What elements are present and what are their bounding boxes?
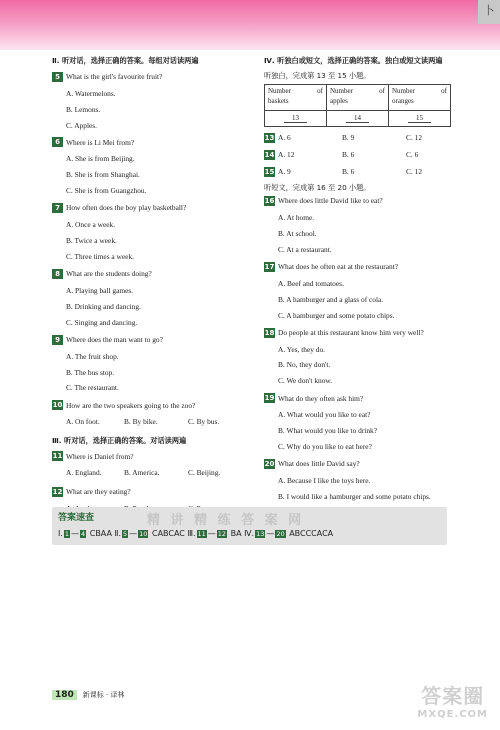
section-4-title: Ⅳ. 听独白或短文，选择正确的答案。独白或短文读两遍 (264, 56, 443, 65)
option-c[interactable]: C. Three times a week. (66, 251, 134, 261)
group-roman: Ⅲ. (187, 529, 196, 538)
range-start: 13 (256, 530, 265, 538)
question-number-badge: 6 (52, 137, 63, 147)
group-answers: CBAA (89, 529, 112, 538)
option-a[interactable]: A. Because I like the toys here. (278, 476, 371, 485)
option-a[interactable]: A. 9 (278, 167, 291, 177)
option-c[interactable]: C. At a restaurant. (278, 244, 332, 254)
group-roman: Ⅰ. (58, 529, 63, 538)
question-number-badge: 10 (52, 401, 63, 410)
answer-key-line: Ⅰ. 1 — 4 CBAA Ⅱ. 5 — 10 CABCAC Ⅲ. 11 — 12 BA Ⅳ. 13 — 20 ABCCCACA (58, 529, 334, 538)
blank-number: 13 (284, 114, 307, 123)
option-c[interactable]: C. She is from Guangzhou. (66, 186, 147, 196)
site-logo (417, 680, 488, 720)
header-word: oranges (392, 96, 414, 105)
option-a[interactable]: A. The fruit shop. (66, 351, 119, 361)
option-c[interactable]: C. We don't know. (278, 376, 333, 386)
instruction-note: 听短文，完成第 16 至 20 小题。 (264, 182, 371, 192)
option-b[interactable]: B. A hamburger and a glass of cola. (278, 294, 384, 304)
question-number-badge: 17 (264, 262, 275, 271)
answer-watermark: 精 讲 精 练 答 案 网 (147, 513, 305, 528)
question-number-badge: 13 (264, 133, 275, 142)
options-row (52, 469, 252, 476)
question-number-badge: 9 (52, 335, 63, 345)
option-b[interactable]: B. She is from Shanghai. (66, 170, 140, 180)
option-a[interactable]: A. 6 (278, 133, 291, 143)
range-end: 12 (217, 530, 227, 538)
header-word: Number (392, 86, 415, 95)
question-number-badge: 12 (52, 487, 63, 496)
option-c[interactable]: C. 12 (406, 133, 423, 143)
option-b[interactable]: B. What would you like to drink? (278, 426, 378, 436)
group-roman: Ⅳ. (244, 529, 255, 538)
question-8 (52, 269, 252, 279)
question-9 (52, 335, 252, 345)
answer-key-label: 答案速查 (58, 513, 95, 523)
group-roman: Ⅱ. (114, 529, 122, 538)
question-5 (52, 72, 252, 82)
question-text: What do they often ask him? (278, 393, 364, 403)
option-c[interactable]: C. 6 (406, 150, 419, 160)
range-end: 10 (139, 530, 148, 538)
question-number-badge: 8 (52, 269, 63, 279)
question-number-badge: 15 (264, 167, 275, 176)
table-blank-cell (265, 110, 327, 126)
question-text: Where is Daniel from? (66, 451, 134, 461)
blank-number: 14 (346, 114, 369, 123)
page-number: 180 (52, 690, 77, 700)
question-11 (52, 451, 252, 461)
option-a[interactable]: A. Once a week. (66, 220, 116, 230)
question-15 (264, 167, 464, 177)
header-word: Number (330, 86, 353, 95)
header-word: Number (268, 86, 291, 95)
option-c[interactable]: C. 12 (406, 167, 423, 177)
question-text: What does he often eat at the restaurant? (278, 262, 399, 272)
option-a[interactable]: A. Beef and tomatoes. (278, 278, 344, 288)
header-word: of (379, 86, 385, 95)
question-19 (264, 393, 464, 403)
fruit-table (264, 84, 451, 127)
table-header-cell (327, 84, 389, 110)
blank-number: 15 (408, 114, 431, 123)
option-b[interactable]: B. 6 (342, 167, 355, 177)
table-blank-cell (327, 110, 389, 126)
group-answers: ABCCCACA (289, 529, 334, 538)
option-b[interactable]: B. I would like a hamburger and some potato chips. (278, 491, 431, 501)
option-c[interactable]: C. A hamburger and some potato chips. (278, 310, 395, 320)
option-c[interactable]: C. Beijing. (188, 468, 221, 478)
option-b[interactable]: B. 9 (342, 133, 355, 143)
header-word: baskets (268, 96, 289, 105)
question-12 (52, 487, 252, 497)
question-7 (52, 203, 252, 213)
question-number-badge: 11 (52, 452, 63, 461)
option-b[interactable]: B. 6 (342, 150, 355, 160)
option-c[interactable]: C. Why do you like to eat here? (278, 442, 372, 452)
question-16 (264, 196, 464, 206)
table-header-cell (265, 84, 327, 110)
page-footer (52, 690, 124, 700)
option-a[interactable]: A. What would you like to eat? (278, 410, 371, 420)
book-edition: 新课标 · 译林 (82, 691, 125, 699)
question-number-badge: 19 (264, 394, 275, 403)
question-text: Where is Li Mei from? (66, 137, 135, 147)
left-column (52, 56, 252, 522)
question-text: What are the students doing? (66, 269, 152, 279)
option-b[interactable]: B. At school. (278, 229, 317, 239)
instruction-note: 听独白，完成第 13 至 15 小题。 (264, 70, 371, 80)
option-c[interactable]: C. By bus. (188, 417, 220, 427)
section-2-title: Ⅱ. 听对话，选择正确的答案。每组对话读两遍 (52, 56, 199, 65)
question-text: Where does the man want to go? (66, 334, 163, 344)
question-text: How are the two speakers going to the zoo? (66, 400, 196, 410)
question-number-badge: 20 (264, 460, 275, 468)
option-a[interactable]: A. Watermelons. (66, 88, 116, 98)
range-end: 4 (81, 530, 86, 538)
top-header-band (0, 0, 500, 50)
logo-top-text: 答案圈 (421, 684, 485, 708)
question-6 (52, 137, 252, 147)
question-17 (264, 262, 464, 272)
question-text: What is the girl's favourite fruit? (66, 72, 163, 82)
range-start: 5 (123, 530, 128, 538)
question-14 (264, 150, 464, 160)
option-a[interactable]: A. She is from Beijing. (66, 154, 135, 164)
option-c[interactable]: C. The restaurant. (66, 383, 119, 393)
answer-key-box (52, 507, 447, 545)
question-text: What does little David say? (278, 459, 360, 469)
question-number-badge: 16 (264, 197, 275, 206)
option-b[interactable]: B. The bus stop. (66, 367, 115, 377)
option-b[interactable]: B. America. (124, 468, 160, 478)
options-row (52, 418, 252, 425)
question-text: Where does little David like to eat? (278, 196, 383, 206)
table-header-cell (389, 84, 451, 110)
option-a[interactable]: A. England. (66, 468, 102, 478)
question-text: Do people at this restaurant know him very well? (278, 327, 424, 337)
range-end: 20 (276, 530, 285, 538)
question-20 (264, 459, 464, 469)
question-number-badge: 14 (264, 150, 275, 159)
question-text: What are they eating? (66, 487, 131, 497)
option-a[interactable]: A. On foot. (66, 417, 100, 427)
question-18 (264, 328, 464, 338)
range-start: 1 (64, 530, 70, 538)
question-10 (52, 400, 252, 410)
question-text: How often does the boy play basketball? (66, 203, 187, 213)
group-answers: BA (230, 529, 242, 538)
header-word: of (441, 86, 447, 95)
table-blank-cell (389, 110, 451, 126)
question-13 (264, 133, 464, 143)
corner-tab: 卜 (478, 0, 500, 24)
group-answers: CABCAC (151, 529, 185, 538)
option-a[interactable]: A. At home. (278, 213, 315, 223)
option-a[interactable]: A. 12 (278, 150, 295, 160)
right-column (264, 56, 464, 525)
option-b[interactable]: B. Twice a week. (66, 236, 117, 246)
question-number-badge: 7 (52, 203, 63, 213)
option-c[interactable]: C. Apples. (66, 120, 98, 130)
option-b[interactable]: B. By bike. (124, 417, 158, 427)
option-c[interactable]: C. Singing and dancing. (66, 317, 138, 327)
header-word: of (317, 86, 323, 95)
question-number-badge: 18 (264, 328, 275, 337)
option-b[interactable]: B. Lemons. (66, 104, 101, 114)
section-3-title: Ⅲ. 听对话，选择正确的答案。对话读两遍 (52, 435, 187, 445)
range-start: 11 (197, 530, 206, 538)
option-a[interactable]: A. Playing ball games. (66, 285, 134, 295)
option-a[interactable]: A. Yes, they do. (278, 344, 326, 354)
header-word: apples (330, 96, 348, 105)
option-b[interactable]: B. No, they don't. (278, 360, 331, 370)
option-b[interactable]: B. Drinking and dancing. (66, 301, 141, 311)
question-number-badge: 5 (52, 72, 63, 82)
logo-bottom-text: MXQE.COM (417, 709, 488, 720)
